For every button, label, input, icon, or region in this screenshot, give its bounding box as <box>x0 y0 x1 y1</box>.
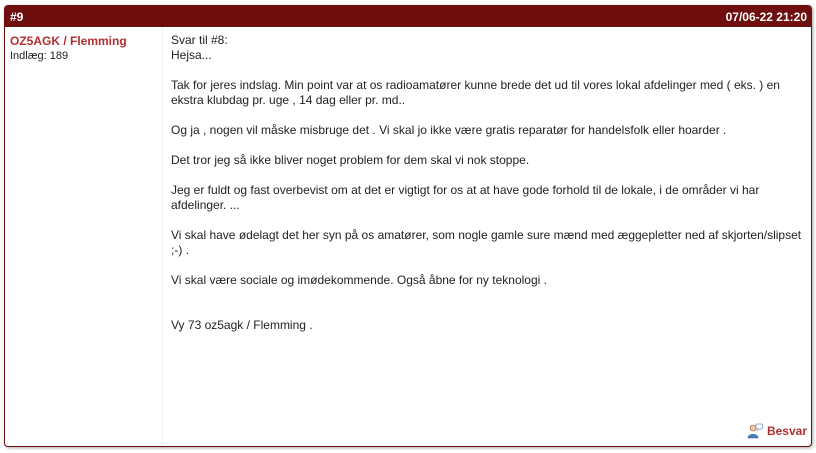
post-number: #9 <box>10 9 24 24</box>
message-paragraph: Tak for jeres indslag. Min point var at os radioamatører kunne brede det ud til vores lokal afdelinger med ( eks. ) en ekstra klubdag pr. uge , 14 dag eller pr. md.. <box>171 78 780 107</box>
message-text <box>171 33 807 333</box>
author-panel <box>5 27 163 445</box>
message-paragraph: Og ja , nogen vil måske misbruge det . Vi skal jo ikke være gratis reparatør for handelsfolk eller hoarder . <box>171 123 727 137</box>
author-post-count: Indlæg: 189 <box>10 50 69 62</box>
greeting: Hejsa... <box>171 48 212 62</box>
reply-to-line: Svar til #8: <box>171 33 228 47</box>
reply-user-icon <box>747 423 763 439</box>
forum-post <box>4 5 812 447</box>
post-timestamp: 07/06-22 21:20 <box>725 9 807 24</box>
message-panel <box>163 27 811 445</box>
message-paragraph: Jeg er fuldt og fast overbevist om at det er vigtigt for os at at have gode forhold til de lokale, i de områder vi har afdelinger. ... <box>171 183 760 212</box>
post-header <box>5 6 811 27</box>
message-paragraph: Vi skal være sociale og imødekommende. Også åbne for ny teknologi . <box>171 273 547 287</box>
reply-label: Besvar <box>766 424 807 438</box>
message-paragraph: Det tror jeg så ikke bliver noget problem for dem skal vi nok stoppe. <box>171 153 530 167</box>
message-paragraph: Vi skal have ødelagt det her syn på os amatører, som nogle gamle sure mænd med æggepletter ned af skjorten/slipset ;-) . <box>171 228 802 257</box>
post-body <box>5 27 811 445</box>
reply-button[interactable] <box>747 423 807 439</box>
author-name[interactable]: OZ5AGK / Flemming <box>10 34 127 48</box>
signature: Vy 73 oz5agk / Flemming . <box>171 318 313 332</box>
